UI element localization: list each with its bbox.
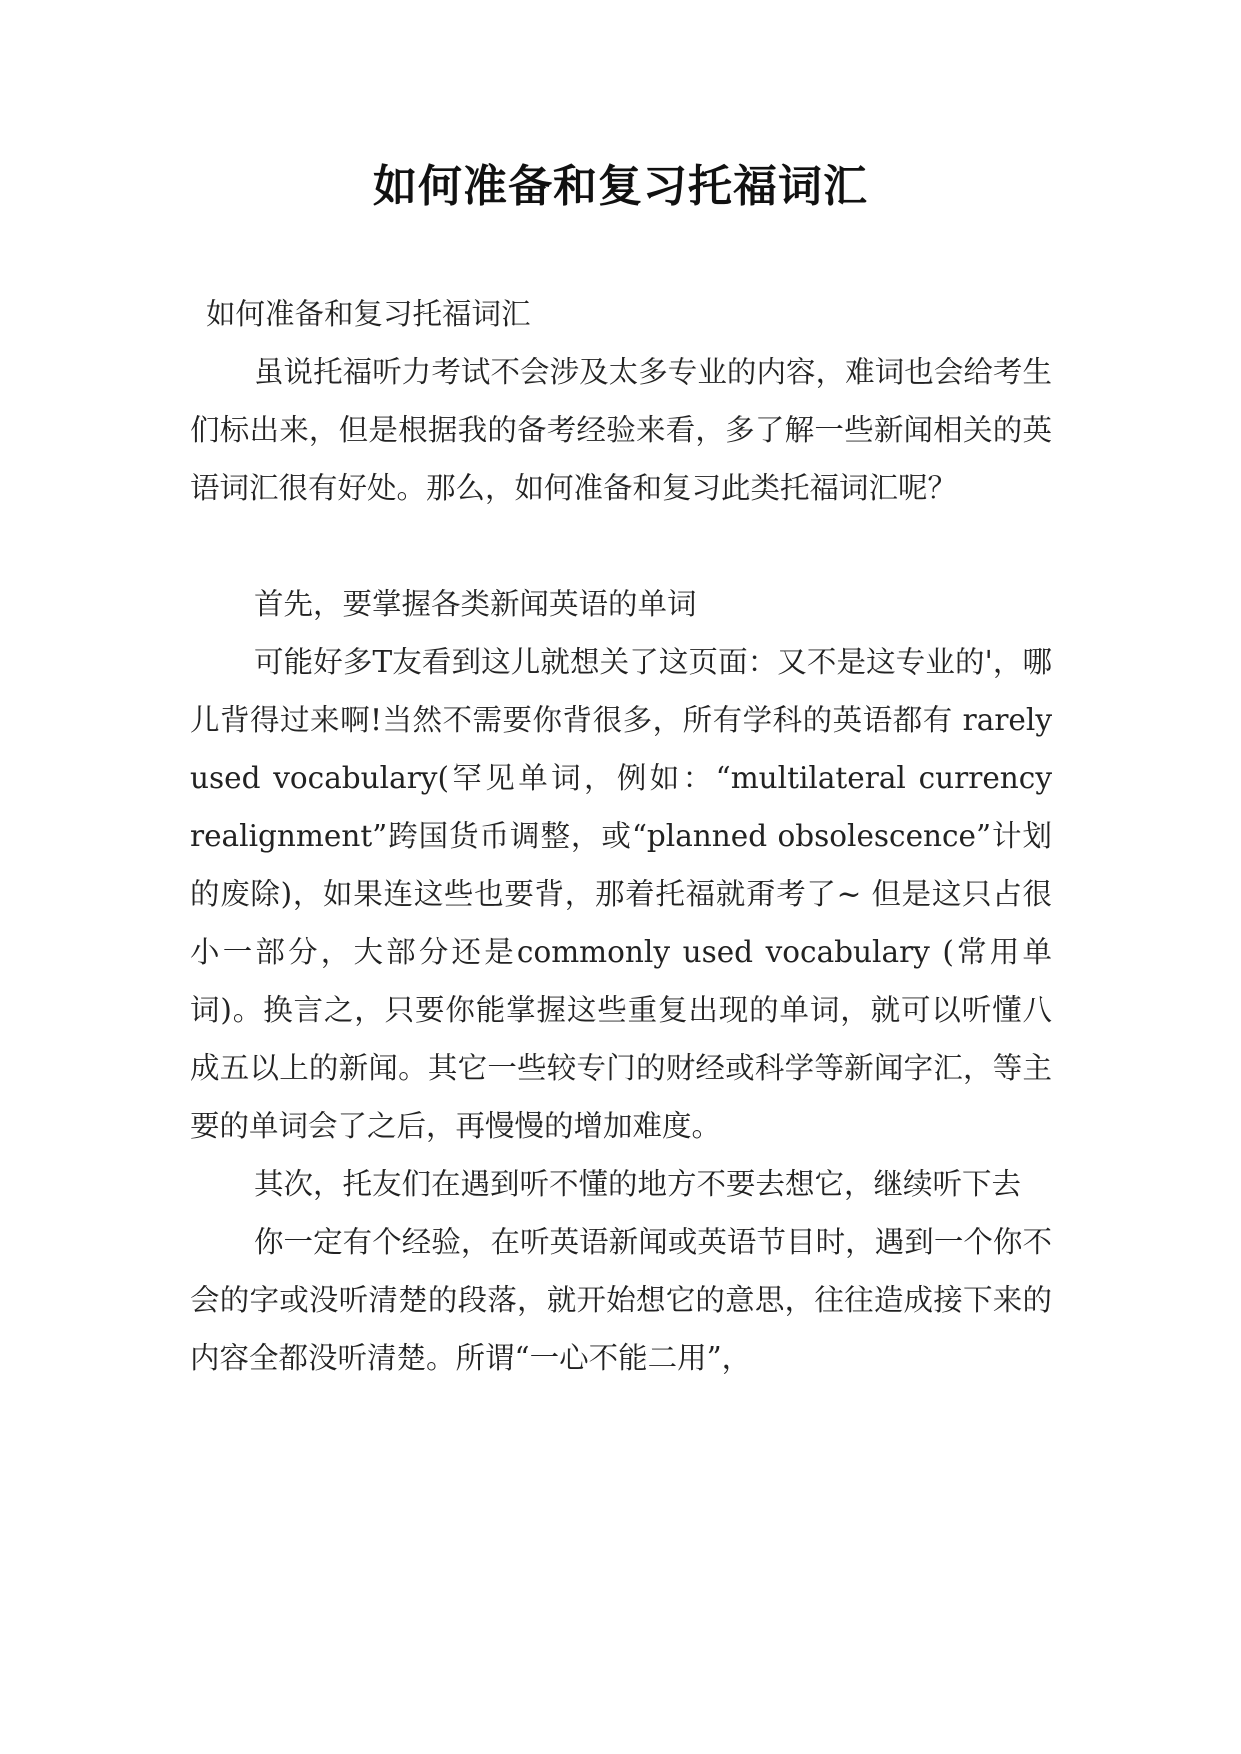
paragraph-intro: 虽说托福听力考试不会涉及太多专业的内容，难词也会给考生们标出来，但是根据我的备考经验来看，多了解一些新闻相关的英语词汇很有好处。那么，如何准备和复习此类托福词汇呢？	[190, 355, 1052, 505]
document-title: 如何准备和复习托福词汇	[373, 161, 868, 212]
section-heading-second: 其次，托友们在遇到听不懂的地方不要去想它，继续听下去	[254, 1167, 1022, 1201]
section-heading-first: 首先，要掌握各类新闻英语的单词	[254, 587, 697, 621]
paragraph-experience: 你一定有个经验，在听英语新闻或英语节目时，遇到一个你不会的字或没听清楚的段落，就开始想它的意思，往往造成接下来的内容全都没听清楚。所谓“一心不能二用”，	[190, 1225, 1052, 1375]
document-subtitle: 如何准备和复习托福词汇	[206, 297, 531, 331]
paragraph-vocabulary: 可能好多T友看到这儿就想关了这页面：又不是这专业的'，哪儿背得过来啊!当然不需要你背很多，所有学科的英语都有 rarely used vocabulary(罕见单词，例如：“multilateral currency realignment”跨国货币调整，或“planned obsolescence”计划的废除)，如果连这些也要背，那着托福就甭考了~ 但是这只占很小一部分，大部分还是commonly used vocabulary (常用单词)。换言之，只要你能掌握这些重复出现的单词，就可以听懂八成五以上的新闻。其它一些较专门的财经或科学等新闻字汇，等主要的单词会了之后，再慢慢的增加难度。	[190, 645, 1052, 1143]
document-body	[190, 285, 1052, 1387]
paragraph-spacer	[190, 517, 1052, 575]
